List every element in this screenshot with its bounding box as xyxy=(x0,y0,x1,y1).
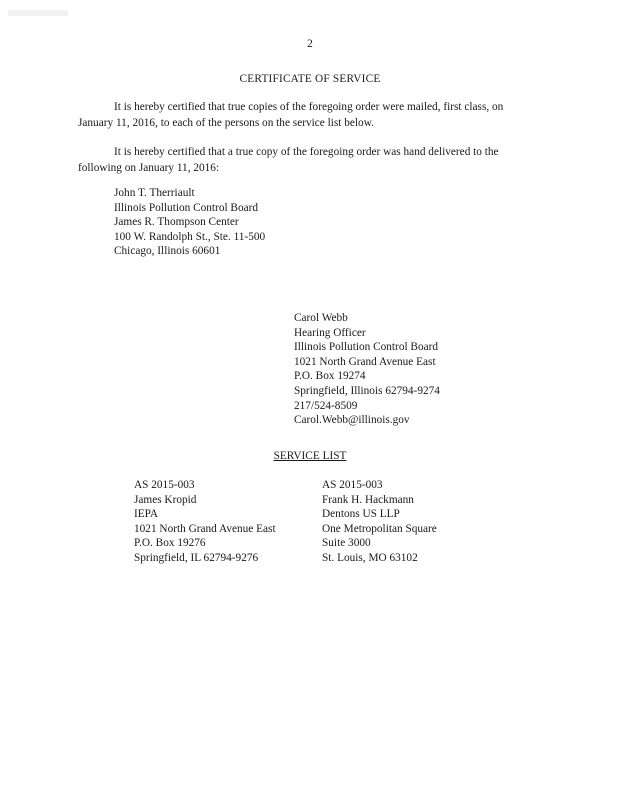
entry-name: James Kropid xyxy=(134,493,197,506)
entry-organization: IEPA xyxy=(134,508,159,521)
entry-street: 1021 North Grand Avenue East xyxy=(134,522,276,535)
entry-case-number: AS 2015-003 xyxy=(134,479,195,491)
hand-delivery-certification-paragraph: It is hereby certified that a true copy of the foregoing order was hand delivered to the following on January 11, 2016: xyxy=(78,146,499,174)
mailing-certification-paragraph: It is hereby certified that true copies of the foregoing order were mailed, first class, on January 11, 2016, to each of the persons on the service list below. xyxy=(78,101,504,129)
entry-name: Frank H. Hackmann xyxy=(322,493,414,506)
officer-title: Hearing Officer xyxy=(294,326,366,339)
recipient-street: 100 W. Randolph St., Ste. 11-500 xyxy=(114,230,266,243)
entry-city: St. Louis, MO 63102 xyxy=(322,551,418,564)
officer-organization: Illinois Pollution Control Board xyxy=(294,341,439,354)
entry-suite: Suite 3000 xyxy=(322,537,371,550)
officer-po-box: P.O. Box 19274 xyxy=(294,370,366,383)
entry-city: Springfield, IL 62794-9276 xyxy=(134,551,259,564)
recipient-organization: Illinois Pollution Control Board xyxy=(114,201,259,214)
officer-name: Carol Webb xyxy=(294,312,348,324)
entry-organization: Dentons US LLP xyxy=(322,508,400,521)
recipient-name: John T. Therriault xyxy=(114,187,195,199)
hand-delivery-recipient-address xyxy=(114,186,265,259)
service-list-title: SERVICE LIST xyxy=(273,450,347,462)
officer-street: 1021 North Grand Avenue East xyxy=(294,355,436,368)
entry-po-box: P.O. Box 19276 xyxy=(134,537,206,550)
entry-case-number: AS 2015-003 xyxy=(322,479,383,491)
entry-street: One Metropolitan Square xyxy=(322,522,437,535)
recipient-city: Chicago, Illinois 60601 xyxy=(114,245,221,258)
scan-artifact xyxy=(8,10,68,16)
service-list-entry-iepa xyxy=(134,478,276,566)
officer-email: Carol.Webb@illinois.gov xyxy=(294,414,410,427)
hearing-officer-signature-block xyxy=(294,311,440,428)
service-list-entry-dentons xyxy=(322,478,437,566)
recipient-building: James R. Thompson Center xyxy=(114,216,239,229)
certificate-heading: CERTIFICATE OF SERVICE xyxy=(239,73,381,85)
officer-phone: 217/524-8509 xyxy=(294,399,358,412)
page-number: 2 xyxy=(307,38,313,50)
officer-city: Springfield, Illinois 62794-9274 xyxy=(294,384,440,397)
